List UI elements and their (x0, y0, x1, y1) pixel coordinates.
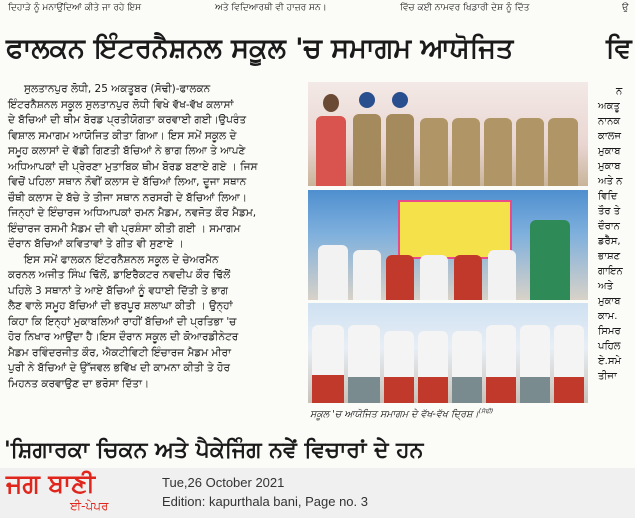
column-line: ਪਹਿਲ (598, 341, 621, 352)
column-line: ਏ.ਸਮੇ (598, 356, 622, 367)
column-line: ਮੁਕਾਬ (598, 146, 621, 157)
column-line: ਤੀਜਾ (598, 371, 617, 382)
column-line: ਗਾਇਨ (598, 266, 623, 277)
body-line: ਪਹਿਲੇ 3 ਸਥਾਨਾਂ ਤੇ ਆਏ ਬੱਚਿਆਂ ਨੂੰ ਵਧਾਈ ਦਿੱਤੀ ਤੇ ਭਾਗ (8, 284, 228, 297)
column-line: ਭਾਸ਼ਣ (598, 251, 621, 262)
column-line: ਮੁਕਾਬ (598, 161, 621, 172)
body-line: ਹੋਰ ਨਿਖਾਰ ਆਉਂਦਾ ਹੈ।ਇਸ ਦੌਰਾਨ ਸਕੂਲ ਦੀ ਕੋਆਰਡੀਨੇਟਰ (8, 331, 239, 343)
body-line: ਲੈਣ ਵਾਲੇ ਸਮੂਹ ਬੱਚਿਆਂ ਦੀ ਭਰਪੂਰ ਸ਼ਲਾਘਾ ਕੀਤੀ । ਉਨ੍ਹਾਂ (8, 300, 233, 312)
body-line: ਦੌਰਾਨ ਬੱਚਿਆਂ ਕਵਿਤਾਵਾਂ ਤੇ ਗੀਤ ਵੀ ਸੁਣਾਏ । (8, 238, 184, 250)
body-line: ਕਿਹਾ ਕਿ ਇਨ੍ਹਾਂ ਮੁਕਾਬਲਿਆਂ ਰਾਹੀਂ ਬੱਚਿਆਂ ਦੀ ਪ੍ਰਤਿਭਾ 'ਚ (8, 315, 237, 328)
next-article-headline: 'ਸ਼ਿਗਾਰਕਾ ਚਿਕਨ ਅਤੇ ਪੈਕੇਜਿੰਗ ਨਵੇਂ ਵਿਚਾਰਾਂ ਦੇ ਹਨ (4, 438, 424, 463)
body-line: ਇੰਟਰਨੈਸ਼ਨਲ ਸਕੂਲ ਸੁਲਤਾਨਪੁਰ ਲੋਧੀ ਵਿਖੇ ਵੱਖ-ਵੱਖ ਕਲਾਸਾਂ (8, 98, 234, 111)
publication-date: Tue,26 October 2021 (162, 475, 285, 490)
strip-text: ਵਿੱਚ ਕਈ ਨਾਮਵਰ ਖਿਡਾਰੀ ਦੇਸ਼ ਨੂੰ ਦਿੱਤ (400, 3, 530, 13)
edition-info: Edition: kapurthala bani, Page no. 3 (162, 494, 368, 509)
column-line: ਤੌਰ ਤੇ (598, 206, 621, 217)
column-line: ਕਾਲਜ (598, 131, 621, 142)
jagbani-logo: ਜਗ ਬਾਣੀ (6, 469, 95, 498)
caption-credit: (ਸੋਢੀ) (478, 408, 494, 415)
body-line: ਚੌਥੀ ਕਲਾਸ ਦੇ ਬੱਚੇ ਤੇ ਤੀਜਾ ਸਥਾਨ ਨਰਸਰੀ ਦੇ ਬੱਚਿਆਂ ਲਿਆ। (8, 191, 247, 204)
column-line: ਸਿਮਰ (598, 326, 621, 337)
photo-students-group (308, 303, 588, 403)
strip-text: ਉ (622, 3, 629, 13)
body-line: ਕਰਨਲ ਅਜੀਤ ਸਿੰਘ ਢਿੱਲੋਂ, ਡਾਇਰੈਕਟਰ ਨਵਦੀਪ ਕੌਰ ਢਿੱਲੋਂ (8, 269, 231, 281)
body-line: ਦੇ ਬੱਚਿਆਂ ਦੀ ਥੀਮ ਬੋਰਡ ਪ੍ਰਤੀਯੋਗਤਾ ਕਰਵਾਈ ਗਈ।ਉਪਰੰਤ (8, 114, 247, 126)
photo-caption (310, 405, 590, 421)
column-line: ਮੁਕਾਬ (598, 296, 621, 307)
body-line: ਜਿਨ੍ਹਾਂ ਦੇ ਇੰਚਾਰਜ ਅਧਿਆਪਕਾਂ ਰਮਨ ਮੈਡਮ, ਨਵਜੋਤ ਕੌਰ ਮੈਡਮ, (8, 207, 257, 219)
column-line: ਦੌਰਾਨ (598, 221, 620, 232)
column-line: ਅਤੇ (598, 281, 613, 292)
body-line: ਮਿਹਨਤ ਕਰਵਾਉਣ ਦਾ ਭਰੋਸਾ ਦਿੱਤਾ। (8, 377, 150, 390)
body-line: ਪੁਰੀ ਨੇ ਬੱਚਿਆਂ ਦੇ ਉੱਜਵਲ ਭਵਿੱਖ ਦੀ ਕਾਮਨਾ ਕੀਤੀ ਤੇ ਹੋਰ (8, 362, 230, 374)
adjacent-headline-fragment: ਵਿ (606, 33, 632, 64)
article-headline: ਫਾਲਕਨ ਇੰਟਰਨੈਸ਼ਨਲ ਸਕੂਲ 'ਚ ਸਮਾਗਮ ਆਯੋਜਿਤ (6, 33, 514, 64)
adjacent-article-column (598, 84, 635, 384)
column-line: ਅਕਤੂ (598, 101, 620, 112)
body-line: ਸਮੂਹ ਕਲਾਸਾਂ ਦੇ ਵੱਡੀ ਗਿਣਤੀ ਬੱਚਿਆਂ ਨੇ ਭਾਗ ਲਿਆ ਤੇ ਆਪਣੇ (8, 145, 246, 157)
body-line: ਵਿਸ਼ਾਲ ਸਮਾਗਮ ਆਯੋਜਿਤ ਕੀਤਾ ਗਿਆ। ਇਸ ਸਮੇਂ ਸਕੂਲ ਦੇ (8, 129, 237, 142)
body-line: ਇਸ ਸਮੇਂ ਫਾਲਕਨ ਇੰਟਰਨੈਸ਼ਨਲ ਸਕੂਲ ਦੇ ਚੇਅਰਮੈਨ (24, 253, 219, 266)
epaper-label: ਈ-ਪੇਪਰ (70, 499, 109, 513)
column-line: ਕਾਮ. (598, 311, 618, 322)
column-line: ਵਿਦਿ (598, 191, 618, 202)
epaper-footer (0, 468, 635, 518)
caption-text: ਸਕੂਲ 'ਚ ਆਯੋਜਿਤ ਸਮਾਗਮ ਦੇ ਵੱਖ-ਵੱਖ ਦ੍ਰਿਸ਼। (310, 409, 479, 421)
strip-text: ਅਤੇ ਵਿਦਿਆਰਥੀ ਵੀ ਹਾਜ਼ਰ ਸਨ। (215, 3, 327, 13)
column-line: ਅਤੇ ਨ (598, 176, 623, 187)
strip-text: ਦਿਹਾੜੇ ਨੂੰ ਮਨਾਉਂਦਿਆਂ ਕੀਤੇ ਜਾ ਰਹੇ ਇਸ (8, 3, 142, 13)
body-line: ਮੈਡਮ ਰਵਿੰਦਰਜੀਤ ਕੌਰ, ਐਕਟੀਵਿਟੀ ਇੰਚਾਰਜ ਮੈਡਮ ਮੀਰਾ (8, 346, 232, 359)
column-line: ਡਰੈੱਸ, (598, 236, 621, 247)
article-body (8, 82, 306, 392)
body-line: ਇੰਚਾਰਜ ਰਸਮੀ ਮੈਡਮ ਦੀ ਵੀ ਪ੍ਰਸ਼ੰਸਾ ਕੀਤੀ ਗਈ । ਸਮਾਗਮ (8, 222, 241, 235)
column-line: ਨਾਨਕ (598, 116, 621, 127)
body-line: ਅਧਿਆਪਕਾਂ ਦੀ ਪ੍ਰੇਰਣਾ ਮੁਤਾਬਿਕ ਥੀਮ ਬੋਰਡ ਬਣਾਏ ਗਏ । ਜਿਸ (8, 160, 258, 173)
photo-teachers-and-students (308, 82, 588, 186)
previous-article-strip (0, 0, 635, 18)
body-line: ਸੁਲਤਾਨਪੁਰ ਲੋਧੀ, 25 ਅਕਤੂਬਰ (ਸੋਢੀ)-ਫਾਲਕਨ (24, 83, 211, 95)
photo-students-with-theme-board (308, 190, 588, 300)
column-line: ਨ (616, 86, 623, 97)
body-line: ਵਿਚੋਂ ਪਹਿਲਾ ਸਥਾਨ ਨੌਵੀਂ ਕਲਾਸ ਦੇ ਬੱਚਿਆਂ ਲਿਆ, ਦੂਜਾ ਸਥਾਨ (8, 176, 247, 188)
